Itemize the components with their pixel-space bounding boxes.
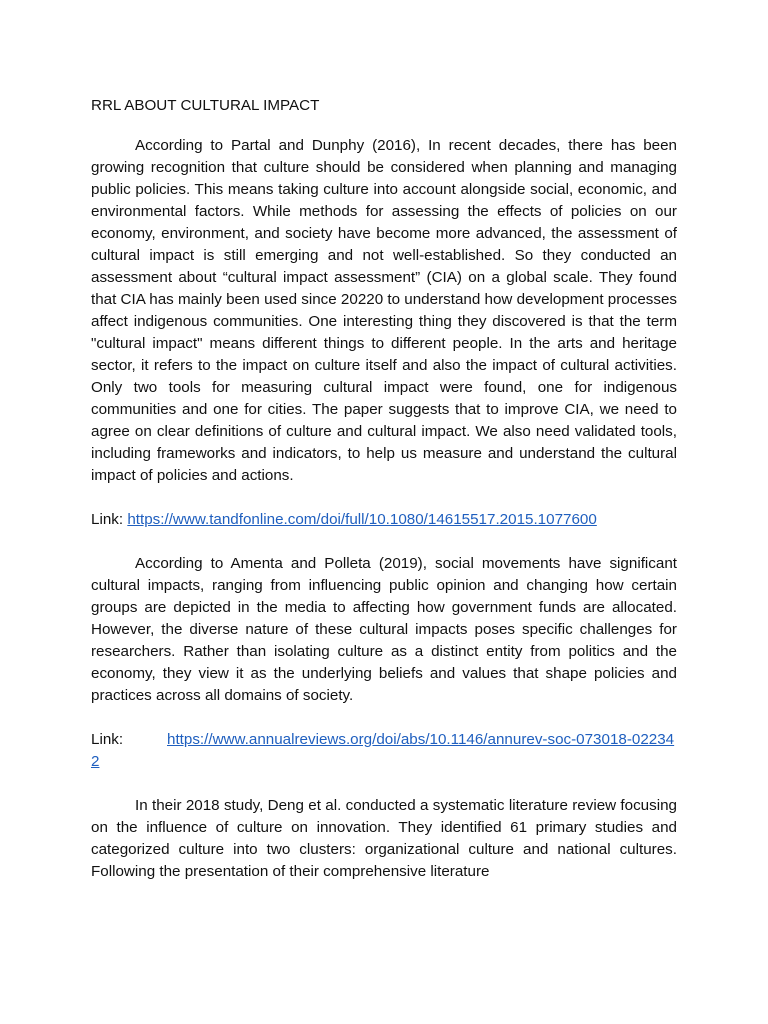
paragraph-deng-et-al: In their 2018 study, Deng et al. conducted a systematic literature review focusing on the influence of culture on innovation. They identified 61 primary studies and categorized culture into two clusters: organizational culture and national cultures. Following the presentation of their comprehensive literature: [91, 797, 677, 880]
document-page: [91, 95, 677, 883]
paragraph-amenta-polleta: According to Amenta and Polleta (2019), social movements have significant cultural impacts, ranging from influencing public opinion and changing how certain groups are depicted in the media to affecting how government funds are allocated. However, the diverse nature of these cultural impacts poses specific challenges for researchers. Rather than isolating culture as a distinct entity from politics and the economy, they view it as the underlying beliefs and values that shape policies and practices across all domains of society.: [91, 555, 677, 704]
paragraph-partal-dunphy: According to Partal and Dunphy (2016), In recent decades, there has been growing recognition that culture should be considered when planning and managing public policies. This means taking culture into account alongside social, economic, and environmental factors. While methods for assessing the effects of policies on our economy, environment, and society have become more advanced, the assessment of cultural impact is still emerging and not well-established. So they conducted an assessment about “cultural impact assessment” (CIA) on a global scale. They found that CIA has mainly been used since 20220 to understand how development processes affect indigenous communities. One interesting thing they discovered is that the term "cultural impact" means different things to different people. In the arts and heritage sector, it refers to the impact on culture itself and also the impact of cultural activities. Only two tools for measuring cultural impact were found, one for indigenous communities and one for cities. The paper suggests that to improve CIA, we need to agree on clear definitions of culture and cultural impact. We also need validated tools, including frameworks and indicators, to help us measure and understand the cultural impact of policies and actions.: [91, 137, 677, 484]
annualreviews-link[interactable]: https://www.annualreviews.org/doi/abs/10.1146/annurev-soc-073018-022342: [91, 731, 675, 770]
tandfonline-link[interactable]: https://www.tandfonline.com/doi/full/10.1080/14615517.2015.1077600: [127, 511, 597, 528]
link-row-2: [91, 729, 677, 773]
link-label: Link:: [91, 511, 124, 528]
link-row-1: [91, 509, 677, 531]
document-title: RRL ABOUT CULTURAL IMPACT: [91, 97, 320, 114]
link-label: Link:: [91, 731, 124, 748]
